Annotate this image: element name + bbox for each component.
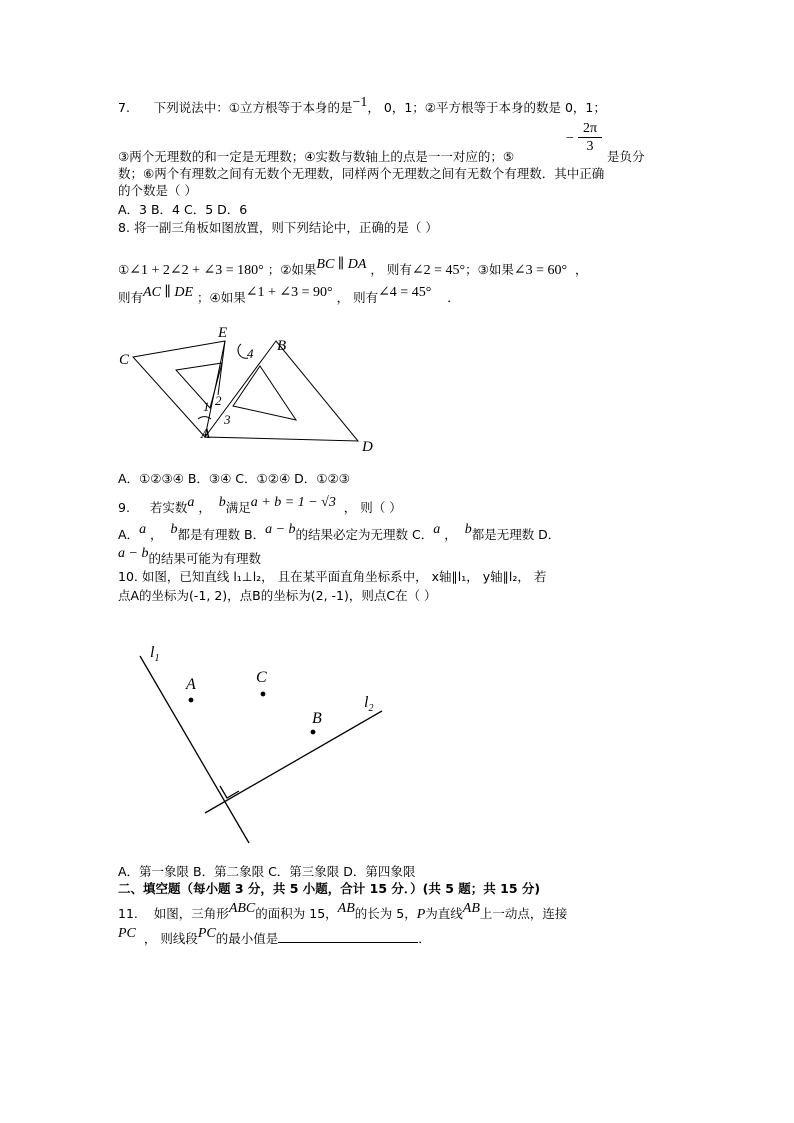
- q9-var-b: b: [170, 522, 178, 537]
- label-angle-1: 1: [203, 399, 210, 414]
- section-heading-fill-in: [118, 881, 540, 897]
- q11-pc: PC: [118, 926, 136, 941]
- q11-text: ．: [418, 931, 431, 946]
- q11-text: ， 则线段: [143, 931, 198, 946]
- q7-text: ③两个无理数的和一定是无理数；④实数与数轴上的点是一一对应的；⑤: [118, 149, 515, 164]
- q8-s4-cond: ∠1 + ∠3 = 90°: [245, 285, 333, 300]
- q9-var-a: a: [187, 495, 195, 510]
- q7-number: 7.: [118, 100, 130, 115]
- label-l2-main: l: [364, 694, 369, 711]
- q9-number: 9.: [118, 500, 130, 515]
- q9-expr: a − b: [265, 522, 296, 537]
- fraction-numerator: 2π: [578, 120, 602, 138]
- q8-text: ；④如果: [197, 290, 246, 305]
- q9-text: 的结果必定为无理数 C．: [295, 527, 434, 542]
- q9-text: ， 则（ ）: [343, 500, 402, 515]
- q9-text: ，: [198, 500, 211, 515]
- answer-blank[interactable]: [278, 930, 418, 943]
- q8-text: ；②如果: [267, 262, 317, 277]
- section-heading-text: 二、填空题（每小题 3 分，共 5 小题，合计 15 分．）(共 5 题；共 15 分): [118, 881, 541, 896]
- q7-text: 数；⑥两个有理数之间有无数个无理数，同样两个无理数之间有无数个有理数．其中正确: [118, 166, 605, 181]
- q7-text: ， 0，1；②平方根等于本身的数是 0，1；: [367, 100, 606, 115]
- fraction-denominator: 3: [586, 139, 594, 154]
- label-point-a: A: [186, 676, 196, 693]
- q8-text: ；③如果: [465, 262, 514, 277]
- q10-text: 点A的坐标为(-1, 2)，点B的坐标为(2, -1)，则点C在（ ）: [118, 588, 437, 603]
- q7-neg-one: −1: [352, 95, 368, 110]
- q8-s2-cond: BC ∥ DA: [316, 257, 367, 272]
- q8-text: ， 则有: [336, 290, 379, 305]
- q10-text: 10. 如图，已知直线 l₁⊥l₂， 且在某平面直角坐标系中， x轴∥l₁， y轴∥l₂， 若: [118, 569, 547, 584]
- label-angle-4: 4: [247, 346, 254, 361]
- q9-text: 都是有理数 B．: [177, 527, 266, 542]
- q9-condition: a + b = 1 − √3: [250, 495, 336, 510]
- q10-options-text: A．第一象限 B．第二象限 C．第三象限 D．第四象限: [118, 864, 416, 879]
- q9-var-b: b: [218, 495, 226, 510]
- q11-text: 如图，三角形: [153, 906, 229, 921]
- q7-text: 下列说法中：①立方根等于本身的是: [153, 100, 353, 115]
- q7-text: 的个数是（ ）: [118, 183, 197, 198]
- q7-options-text: A．3 B．4 C．5 D．6: [118, 202, 248, 217]
- q11-text: 的长为 5，: [354, 906, 417, 921]
- q9-text: ，: [150, 527, 163, 542]
- q8-text: ，: [575, 262, 588, 277]
- q9-expr: a − b: [118, 546, 149, 561]
- q11-abc: ABC: [228, 901, 256, 916]
- label-a: A: [201, 426, 211, 442]
- q8-s4-res: ∠4 = 45°: [378, 285, 432, 300]
- q9-text: ，: [444, 527, 457, 542]
- label-d: D: [362, 439, 373, 455]
- q9-text: A．: [118, 527, 140, 542]
- q9-text: 都是无理数 D．: [471, 527, 561, 542]
- q8-s3-res: AC ∥ DE: [143, 285, 194, 300]
- q11-line2: [118, 926, 431, 948]
- q11-text: 的最小值是: [215, 931, 279, 946]
- q8-s1-mark: ①: [118, 262, 130, 277]
- label-angle-2: 2: [215, 393, 222, 408]
- label-point-b: B: [312, 710, 322, 727]
- q8-s2-res: ∠2 = 45°: [411, 263, 466, 278]
- q11-number: 11.: [118, 906, 138, 921]
- q8-text: 则有: [118, 290, 144, 305]
- q8-options-text: A．①②③④ B．③④ C．①②④ D．①②③: [118, 471, 350, 486]
- q11-text: 上一动点，连接: [479, 906, 568, 921]
- label-l1-main: l: [150, 644, 155, 661]
- point-a: [189, 698, 194, 703]
- label-l2-sub: 2: [368, 703, 374, 714]
- q9-text: 满足: [225, 500, 251, 515]
- q8-text: ．: [447, 290, 460, 305]
- label-l1-sub: 1: [154, 653, 160, 664]
- q9-var-a: a: [433, 522, 441, 537]
- label-l1: [150, 644, 159, 664]
- label-l2: [364, 694, 373, 714]
- q9-var-b: b: [464, 522, 472, 537]
- q7-text: 是负分: [607, 149, 645, 164]
- q11-ab: AB: [462, 901, 480, 916]
- q11-p: P: [416, 907, 426, 922]
- q9-text: 的结果可能为有理数: [148, 551, 261, 566]
- right-angle-mark: [220, 786, 239, 798]
- fraction-sign: −: [566, 131, 574, 146]
- q11-ab: AB: [337, 901, 355, 916]
- q11-text: 的面积为 15，: [255, 906, 338, 921]
- label-b: B: [277, 338, 287, 354]
- label-point-c: C: [256, 669, 267, 686]
- q8-s3-cond: ∠3 = 60°: [513, 263, 568, 278]
- line-l2: [205, 711, 382, 813]
- q8-s1-expr: ∠1 + 2∠2 + ∠3 = 180°: [129, 263, 264, 278]
- q8-stem-text: 8. 将一副三角板如图放置，则下列结论中，正确的是（ ）: [118, 220, 438, 235]
- point-c: [261, 692, 266, 697]
- q11-pc: PC: [197, 926, 216, 941]
- label-c: C: [119, 352, 130, 368]
- q11-line1: [118, 901, 568, 923]
- point-b: [311, 730, 316, 735]
- q11-text: 为直线: [425, 906, 463, 921]
- q8-text: ， 则有: [370, 262, 412, 277]
- q9-var-a: a: [139, 522, 147, 537]
- q10-options: [118, 864, 415, 880]
- label-angle-3: 3: [224, 412, 231, 427]
- q9-text: 若实数: [149, 500, 188, 515]
- label-e: E: [218, 325, 228, 341]
